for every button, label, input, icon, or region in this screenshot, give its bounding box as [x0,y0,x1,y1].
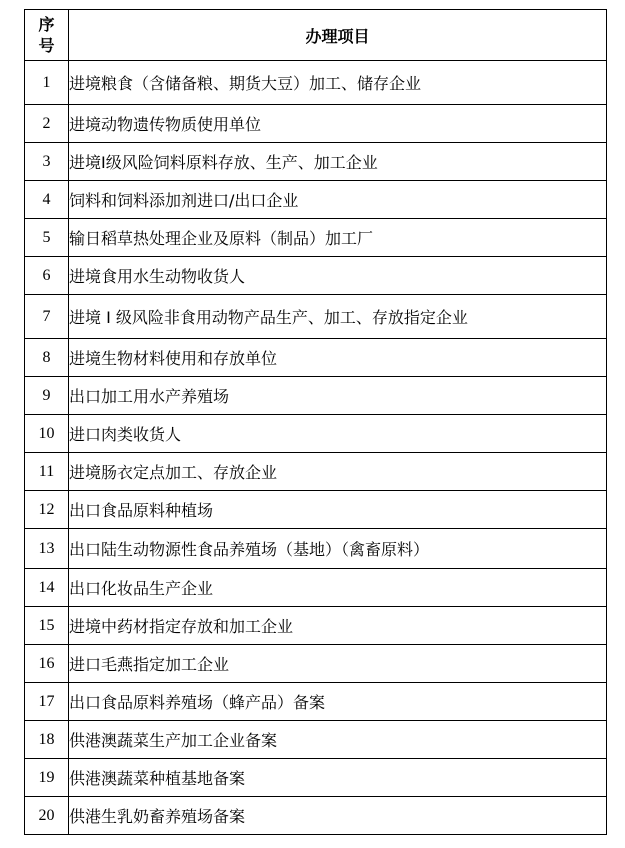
row-item: 出口化妆品生产企业 [69,569,607,607]
row-seq: 13 [25,529,69,569]
row-item: 进境动物遗传物质使用单位 [69,105,607,143]
row-item: 饲料和饲料添加剂进口/出口企业 [69,181,607,219]
row-seq: 10 [25,415,69,453]
table-row [25,143,607,181]
table-row [25,683,607,721]
table-row [25,759,607,797]
table-row [25,607,607,645]
row-seq: 16 [25,645,69,683]
row-seq: 1 [25,61,69,105]
table-row [25,257,607,295]
row-item: 供港澳蔬菜生产加工企业备案 [69,721,607,759]
table-row [25,645,607,683]
row-seq: 20 [25,797,69,835]
row-seq: 15 [25,607,69,645]
table-row [25,797,607,835]
table-row [25,529,607,569]
row-item: 供港生乳奶畜养殖场备案 [69,797,607,835]
row-item: 供港澳蔬菜种植基地备案 [69,759,607,797]
row-item: 进境食用水生动物收货人 [69,257,607,295]
row-item: 进境粮食（含储备粮、期货大豆）加工、储存企业 [69,61,607,105]
row-item: 进境生物材料使用和存放单位 [69,339,607,377]
table-row [25,339,607,377]
row-item: 出口食品原料种植场 [69,491,607,529]
table-row [25,105,607,143]
row-seq: 7 [25,295,69,339]
row-seq: 19 [25,759,69,797]
table-row [25,377,607,415]
table-row [25,453,607,491]
row-seq: 18 [25,721,69,759]
row-seq: 14 [25,569,69,607]
header-seq-line2: 号 [38,36,55,55]
row-seq: 2 [25,105,69,143]
table-row [25,295,607,339]
table-row [25,219,607,257]
table-row [25,721,607,759]
row-item: 出口加工用水产养殖场 [69,377,607,415]
table-body [25,61,607,835]
row-seq: 12 [25,491,69,529]
row-item: 进境 I 级风险非食用动物产品生产、加工、存放指定企业 [69,295,607,339]
table-row [25,181,607,219]
row-item: 出口陆生动物源性食品养殖场（基地）（禽畜原料） [69,529,607,569]
table-row [25,569,607,607]
row-seq: 11 [25,453,69,491]
row-seq: 17 [25,683,69,721]
row-item: 进境肠衣定点加工、存放企业 [69,453,607,491]
row-seq: 8 [25,339,69,377]
row-seq: 3 [25,143,69,181]
row-seq: 9 [25,377,69,415]
header-item: 办理项目 [69,10,607,61]
row-seq: 4 [25,181,69,219]
table-row [25,61,607,105]
header-seq [25,10,69,61]
items-table [24,9,607,835]
row-seq: 5 [25,219,69,257]
row-item: 输日稻草热处理企业及原料（制品）加工厂 [69,219,607,257]
row-item: 进口肉类收货人 [69,415,607,453]
table-row [25,415,607,453]
header-seq-line1: 序 [38,15,55,34]
header-row [25,10,607,61]
row-item: 进境中药材指定存放和加工企业 [69,607,607,645]
row-item: 出口食品原料养殖场（蜂产品）备案 [69,683,607,721]
row-seq: 6 [25,257,69,295]
row-item: 进口毛燕指定加工企业 [69,645,607,683]
row-item: 进境I级风险饲料原料存放、生产、加工企业 [69,143,607,181]
table-row [25,491,607,529]
